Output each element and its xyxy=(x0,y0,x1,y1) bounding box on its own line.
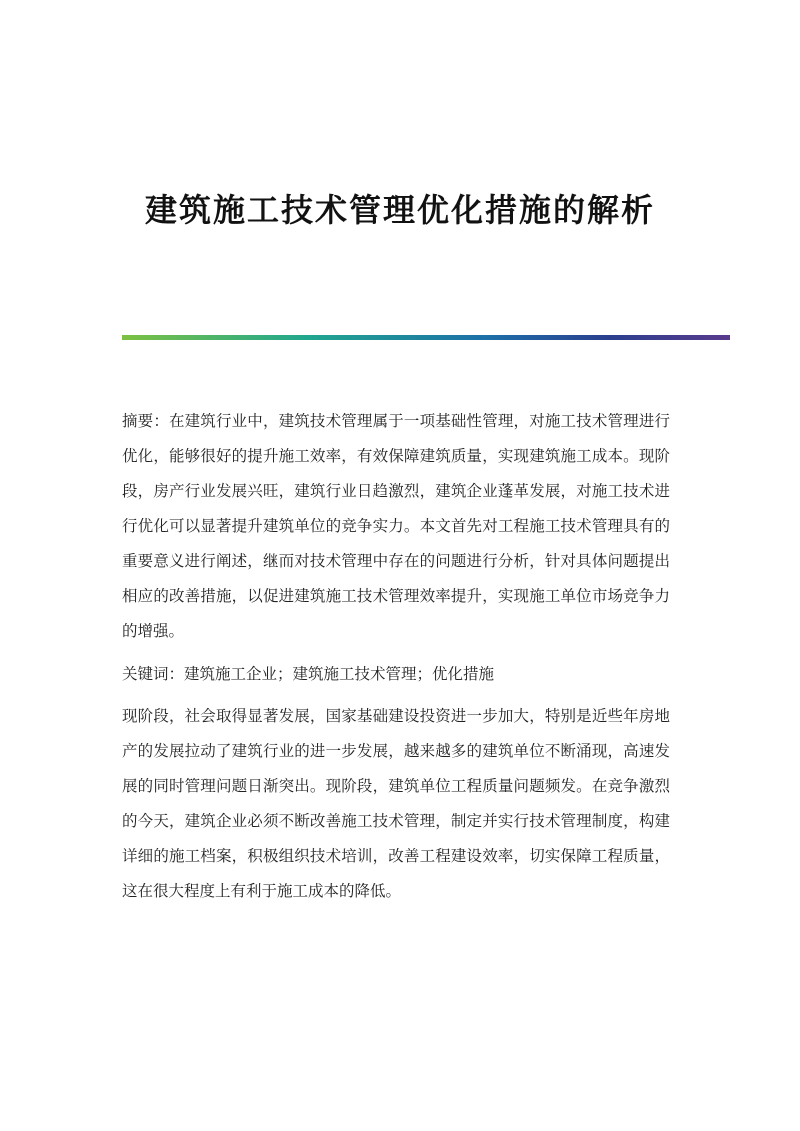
keywords-line: 关键词：建筑施工企业；建筑施工技术管理；优化措施 xyxy=(122,665,495,683)
document-content xyxy=(122,404,670,915)
document-title: 建筑施工技术管理优化措施的解析 xyxy=(144,191,655,229)
abstract-paragraph: 摘要：在建筑行业中，建筑技术管理属于一项基础性管理，对施工技术管理进行优化，能够很好的提升施工效率，有效保障建筑质量，实现建筑施工成本。现阶段，房产行业发展兴旺，建筑行业日趋激烈，建筑企业蓬革发展，对施工技术进行优化可以显著提升建筑单位的竞争实力。本文首先对工程施工技术管理具有的重要意义进行阐述，继而对技术管理中存在的问题进行分析，针对具体问题提出相应的改善措施，以促进建筑施工技术管理效率提升，实现施工单位市场竞争力的增强。 xyxy=(122,412,670,640)
body-paragraph: 现阶段，社会取得显著发展，国家基础建设投资进一步加大，特别是近些年房地产的发展拉动了建筑行业的进一步发展，越来越多的建筑单位不断涌现，高速发展的同时管理问题日渐突出。现阶段，建筑单位工程质量问题频发。在竞争激烈的今天，建筑企业必须不断改善施工技术管理，制定并实行技术管理制度，构建详细的施工档案，积极组织技术培训，改善工程建设效率，切实保障工程质量，这在很大程度上有利于施工成本的降低。 xyxy=(122,707,670,900)
title-divider xyxy=(122,335,730,340)
